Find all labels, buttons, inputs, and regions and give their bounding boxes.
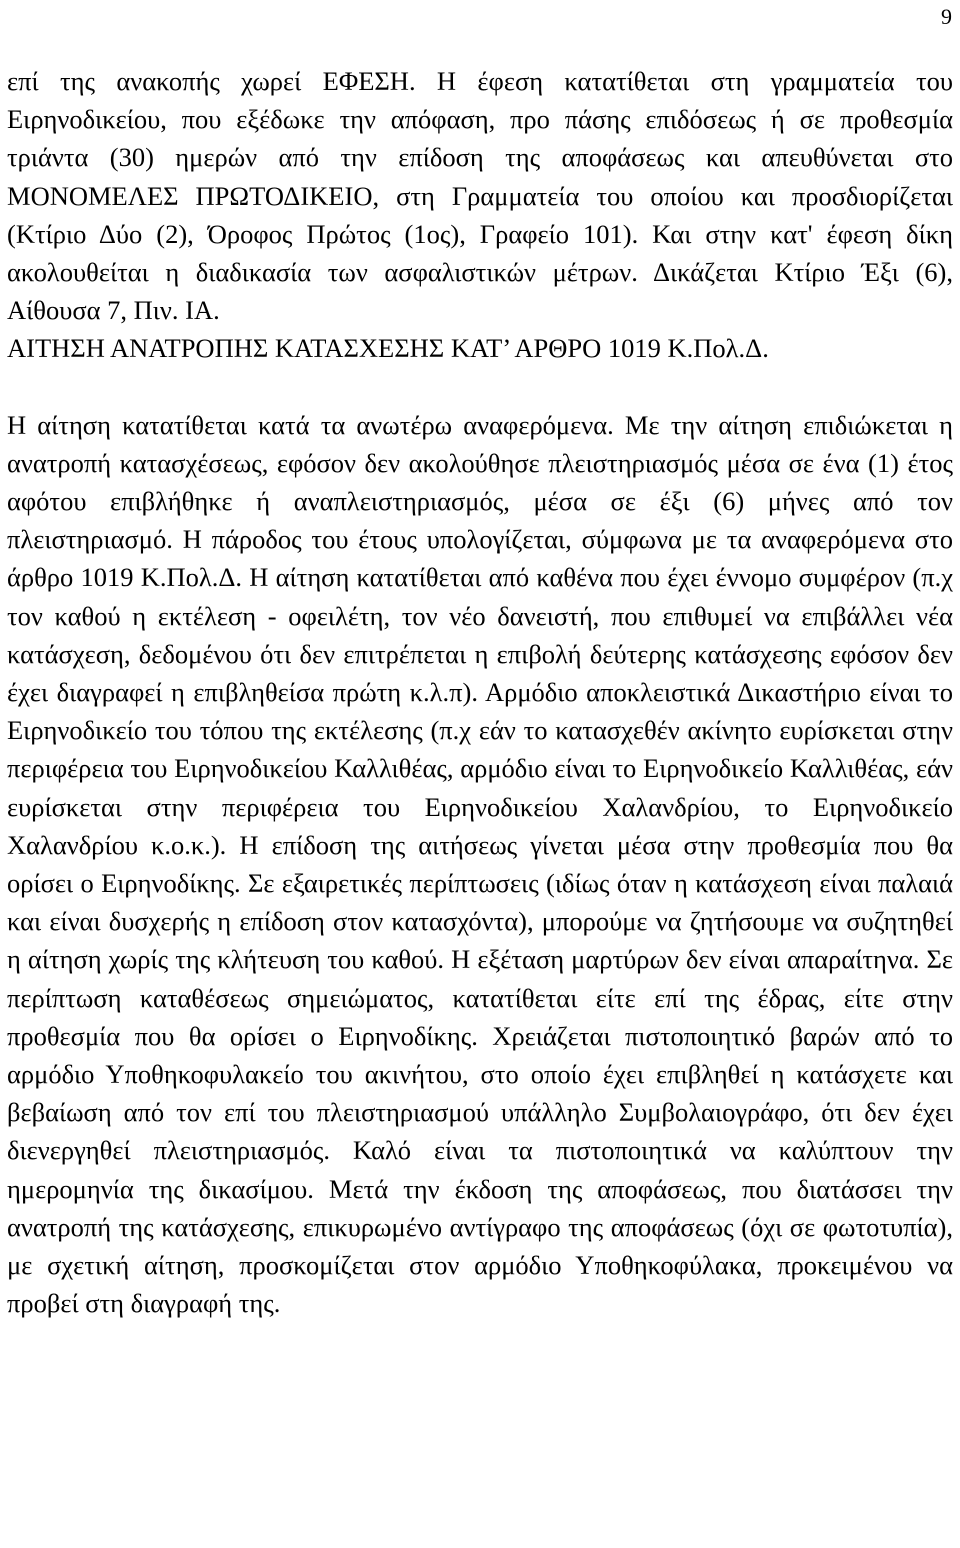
paragraph-appeal: επί της ανακοπής χωρεί ΕΦΕΣΗ. Η έφεση κατατίθεται στη γραμματεία του Ειρηνοδικείου, που εξέδωκε την απόφαση, προ πάσης επιδόσεως ή σε προθεσμία τριάντα (30) ημερών από την επίδοση της αποφάσεως και απευθύνεται στο ΜΟΝΟΜΕΛΕΣ ΠΡΩΤΟΔΙΚΕΙΟ, στη Γραμματεία του οποίου και προσδιορίζεται (Κτίριο Δύο (2), Όροφος Πρώτος (1ος), Γραφείο 101). Και στην κατ' έφεση δίκη ακολουθείται η διαδικασία των ασφαλιστικών μέτρων. Δικάζεται Κτίριο Έξι (6), Αίθουσα 7, Πιν. ΙΑ. bbox=[7, 66, 953, 326]
paragraph-gap bbox=[7, 368, 953, 406]
page-number: 9 bbox=[941, 4, 952, 29]
document-body bbox=[7, 62, 953, 1323]
section-heading: ΑΙΤΗΣΗ ΑΝΑΤΡΟΠΗΣ ΚΑΤΑΣΧΕΣΗΣ ΚΑΤ’ ΑΡΘΡΟ 1019 Κ.Πολ.Δ. bbox=[7, 333, 769, 364]
paragraph-application: Η αίτηση κατατίθεται κατά τα ανωτέρω αναφερόμενα. Με την αίτηση επιδιώκεται η ανατροπή κατασχέσεως, εφόσον δεν ακολούθησε πλειστηριασμός μέσα σε ένα (1) έτος αφότου επιβλήθηκε ή αναπλειστηριασμός, μέσα σε έξι (6) μήνες από τον πλειστηριασμό. Η πάροδος του έτους υπολογίζεται, σύμφωνα με τα αναφερόμενα στο άρθρο 1019 Κ.Πολ.Δ. Η αίτηση κατατίθεται από καθένα που έχει έννομο συμφέρον (π.χ τον καθού η εκτέλεση - οφειλέτη, τον νέο δανειστή, που επιθυμεί να επιβάλλει νέα κατάσχεση, δεδομένου ότι δεν επιτρέπεται η επιβολή δεύτερης κατάσχεσης εφόσον δεν έχει διαγραφεί η επιβληθείσα πρώτη κ.λ.π). Αρμόδιο αποκλειστικά Δικαστήριο είναι το Ειρηνοδικείο του τόπου της εκτέλεσης (π.χ εάν το κατασχεθέν ακίνητο ευρίσκεται στην περιφέρεια του Ειρηνοδικείου Καλλιθέας, αρμόδιο είναι το Ειρηνοδικείο Καλλιθέας, εάν ευρίσκεται στην περιφέρεια του Ειρηνοδικείου Χαλανδρίου, το Ειρηνοδικείο Χαλανδρίου κ.ο.κ.). Η επίδοση της αιτήσεως γίνεται μέσα στην προθεσμία που θα ορίσει ο Ειρηνοδίκης. Σε εξαιρετικές περίπτωσεις (ιδίως όταν η κατάσχεση είναι παλαιά και είναι δυσχερής η επίδοση στον κατασχόντα), μπορούμε να ζητήσουμε να συζητηθεί η αίτηση χωρίς της κλήτευση του καθού. Η εξέταση μαρτύρων δεν είναι απαραίτηνα. Σε περίπτωση καταθέσεως σημειώματος, κατατίθεται είτε επί της έδρας, είτε στην προθεσμία που θα ορίσει ο Ειρηνοδίκης. Χρειάζεται πιστοποιητικό βαρών από το αρμόδιο Υποθηκοφυλακείο του ακινήτου, στο οποίο έχει επιβληθεί η κατάσχετε και βεβαίωση από τον επί του πλειστηριασμού υπάλληλο Συμβολαιογράφο, ότι δεν έχει διενεργηθεί πλειστηριασμός. Καλό είναι τα πιστοποιητικά να καλύπτουν την ημερομηνία της δικασίμου. Μετά την έκδοση της αποφάσεως, που διατάσσει την ανατροπή της κατάσχεσης, επικυρωμένο αντίγραφο της αποφάσεως (όχι σε φωτοτυπία), με σχετική αίτηση, προσκομίζεται στον αρμόδιο Υποθηκοφύλακα, προκειμένου να προβεί στη διαγραφή της. bbox=[7, 409, 953, 1319]
